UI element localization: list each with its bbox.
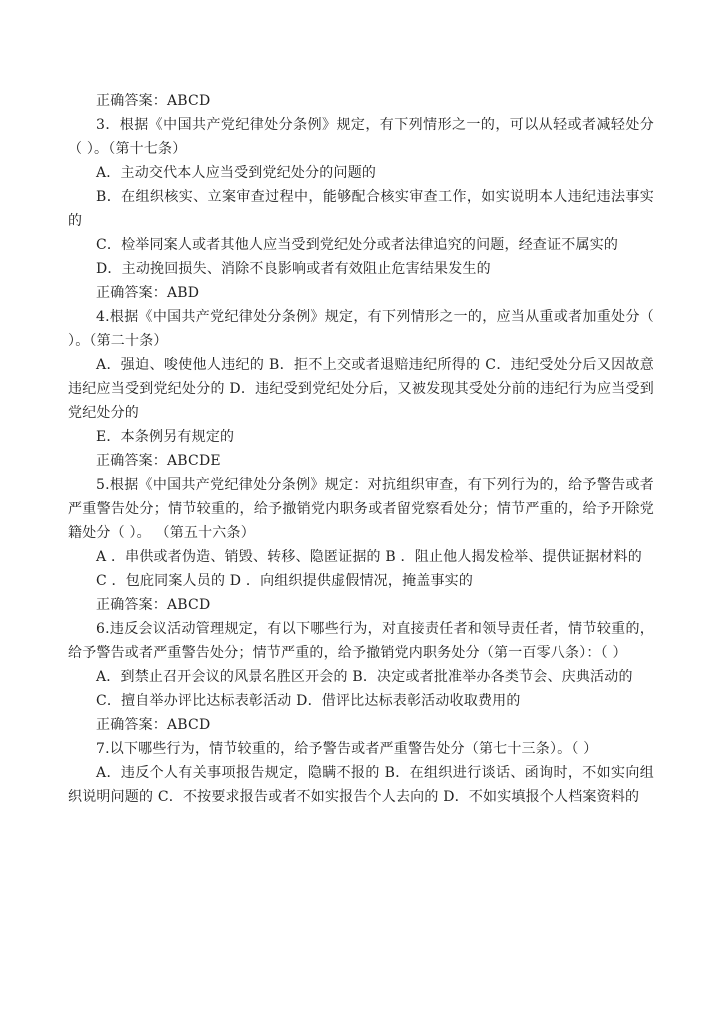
q3-option-a: A．主动交代本人应当受到党纪处分的问题的 — [96, 165, 377, 181]
answer-q6: 正确答案：ABCD — [96, 717, 211, 733]
q6-options-ab: A．到禁止召开会议的风景名胜区开会的 B．决定或者批准举办各类节会、庆典活动的 — [96, 669, 633, 685]
q5-options-cd: C ．包庇同案人员的 D ．向组织提供虚假情况，掩盖事实的 — [96, 573, 474, 589]
question-7: 7.以下哪些行为，情节较重的，给予警告或者严重警告处分（第七十三条）。（ ） — [96, 741, 598, 757]
answer-q5: 正确答案：ABCD — [96, 597, 211, 613]
q3-option-c: C．检举同案人或者其他人应当受到党纪处分或者法律追究的问题，经查证不属实的 — [96, 237, 619, 253]
question-3: 3．根据《中国共产党纪律处分条例》规定，有下列情形之一的，可以从轻或者减轻处分（ ）。（第十七条） — [68, 117, 654, 157]
q5-options-ab: A ．串供或者伪造、销毁、转移、隐匿证据的 B ．阻止他人揭发检举、提供证据材料的 — [96, 549, 642, 565]
q3-option-b: B．在组织核实、立案审查过程中，能够配合核实审查工作，如实说明本人违纪违法事实的 — [68, 189, 654, 229]
answer-q4: 正确答案：ABCDE — [96, 453, 221, 469]
q3-option-d: D．主动挽回损失、消除不良影响或者有效阻止危害结果发生的 — [96, 261, 491, 277]
document-body — [68, 89, 654, 809]
question-4: 4.根据《中国共产党纪律处分条例》规定，有下列情形之一的，应当从重或者加重处分（ ）。（第二十条） — [68, 309, 654, 349]
answer-q2: 正确答案：ABCD — [96, 93, 211, 109]
question-5: 5.根据《中国共产党纪律处分条例》规定：对抗组织审查，有下列行为的，给予警告或者严重警告处分；情节较重的，给予撤销党内职务或者留党察看处分；情节严重的，给予开除党籍处分（ ）。 （第五十六条） — [68, 477, 654, 541]
q7-options-abcd: A．违反个人有关事项报告规定，隐瞒不报的 B．在组织进行谈话、函询时，不如实向组织说明问题的 C．不按要求报告或者不如实报告个人去向的 D．不如实填报个人档案资料的 — [68, 765, 654, 805]
q4-option-e: E．本条例另有规定的 — [96, 429, 235, 445]
q4-options-abcd: A．强迫、唆使他人违纪的 B．拒不上交或者退赔违纪所得的 C．违纪受处分后又因故意违纪应当受到党纪处分的 D．违纪受到党纪处分后，又被发现其受处分前的违纪行为应当受到党纪处分的 — [68, 357, 654, 421]
question-6: 6.违反会议活动管理规定，有以下哪些行为，对直接责任者和领导责任者，情节较重的，给予警告或者严重警告处分；情节严重的，给予撤销党内职务处分（第一百零八条）：（ ） — [68, 621, 654, 661]
q6-options-cd: C．擅自举办评比达标表彰活动 D．借评比达标表彰活动收取费用的 — [96, 693, 521, 709]
answer-q3: 正确答案：ABD — [96, 285, 200, 301]
